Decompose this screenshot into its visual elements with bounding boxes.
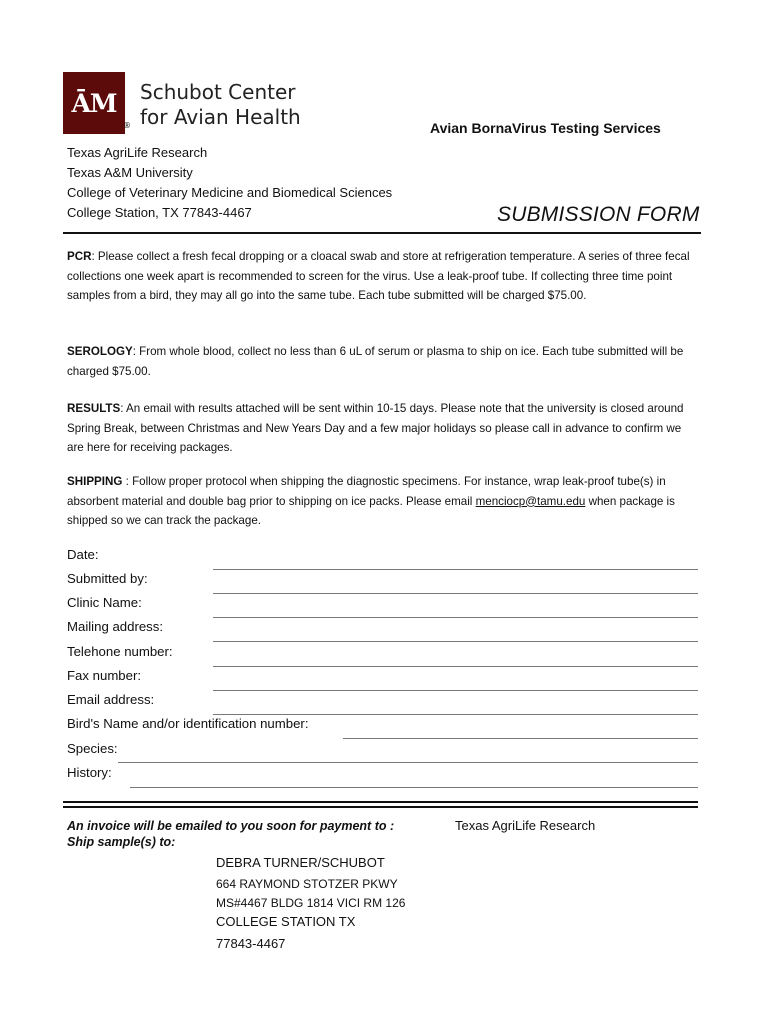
fax-input-line[interactable] (213, 690, 698, 691)
results-paragraph (67, 399, 701, 458)
address-line: Texas A&M University (67, 165, 193, 180)
serology-text: : From whole blood, collect no less than 6 uL of serum or plasma to ship on ice. Each tube submitted will be charged $75.00. (67, 345, 684, 378)
form-title: SUBMISSION FORM (497, 203, 700, 226)
submitted-by-input-line[interactable] (213, 593, 698, 594)
service-title: Avian BornaVirus Testing Services (430, 120, 661, 136)
history-input-line[interactable] (130, 787, 698, 788)
email-link[interactable]: menciocp@tamu.edu (475, 494, 586, 508)
results-text: : An email with results attached will be sent within 10-15 days. Please note that the university is closed around Spring Break, between Christmas and New Years Day and a few major holidays so please call in advance to confirm we are here for receiving packages. (67, 402, 684, 454)
ship-to-heading: Ship sample(s) to: (67, 835, 176, 849)
address-line: Texas AgriLife Research (67, 145, 208, 160)
submitted-by-label: Submitted by: (67, 571, 148, 586)
logo-mark: ĀM (71, 88, 117, 118)
invoice-note (67, 818, 437, 850)
shipping-label: SHIPPING (67, 475, 123, 488)
ship-to-building: MS#4467 BLDG 1814 VICI RM 126 (216, 896, 406, 910)
center-name-line1: Schubot Center (140, 80, 296, 104)
ship-to-zip: 77843-4467 (216, 936, 286, 951)
pcr-text: : Please collect a fresh fecal dropping or a cloacal swab and store at refrigeration temperature. A series of three fecal collections one week apart is recommended to screen for the virus. Use a leak-proof tube. If collecting three time point samples from a bird, they may all go into the same tube. Each tube submitted will be charged $75.00. (67, 250, 690, 302)
mailing-address-label: Mailing address: (67, 619, 164, 634)
address-line: College of Veterinary Medicine and Biomedical Sciences (67, 185, 393, 200)
species-label: Species: (67, 741, 118, 756)
ship-to-name: DEBRA TURNER/SCHUBOT (216, 855, 385, 870)
shipping-paragraph (67, 472, 701, 531)
date-label: Date: (67, 547, 99, 562)
history-label: History: (67, 765, 112, 780)
address-line: College Station, TX 77843-4467 (67, 205, 252, 220)
shipping-text-after: when package is shipped so we can track the package. (67, 494, 675, 527)
species-input-line[interactable] (118, 762, 698, 763)
serology-paragraph (67, 342, 701, 381)
results-label: RESULTS (67, 402, 121, 415)
header-divider (63, 232, 701, 234)
shipping-text: : Follow proper protocol when shipping the diagnostic specimens. For instance, wrap leak-proof tube(s) in absorbent material and double bag prior to shipping on ice packs. Please email (67, 475, 666, 508)
center-name (140, 80, 301, 130)
address-block (67, 143, 392, 223)
telephone-input-line[interactable] (213, 666, 698, 667)
fax-label: Fax number: (67, 668, 142, 683)
ship-to-street: 664 RAYMOND STOTZER PKWY (216, 877, 398, 891)
clinic-name-label: Clinic Name: (67, 595, 142, 610)
serology-label: SEROLOGY (67, 345, 133, 358)
bird-id-label: Bird's Name and/or identification number: (67, 716, 309, 731)
center-name-line2: for Avian Health (140, 105, 301, 129)
pcr-label: PCR (67, 250, 92, 263)
telephone-label: Telehone number: (67, 644, 173, 659)
footer-divider-top (63, 801, 698, 803)
tamu-logo (63, 72, 125, 134)
clinic-name-input-line[interactable] (213, 617, 698, 618)
email-address-input-line[interactable] (213, 714, 698, 715)
logo-registered-mark: ® (123, 121, 131, 130)
footer-divider-bottom (63, 806, 698, 808)
email-address-label: Email address: (67, 692, 155, 707)
mailing-address-input-line[interactable] (213, 641, 698, 642)
payee-name: Texas AgriLife Research (455, 818, 596, 833)
bird-id-input-line[interactable] (343, 738, 698, 739)
date-input-line[interactable] (213, 569, 698, 570)
ship-to-city: COLLEGE STATION TX (216, 914, 356, 929)
pcr-paragraph (67, 247, 701, 306)
invoice-line: An invoice will be emailed to you soon for payment to : (67, 819, 395, 833)
